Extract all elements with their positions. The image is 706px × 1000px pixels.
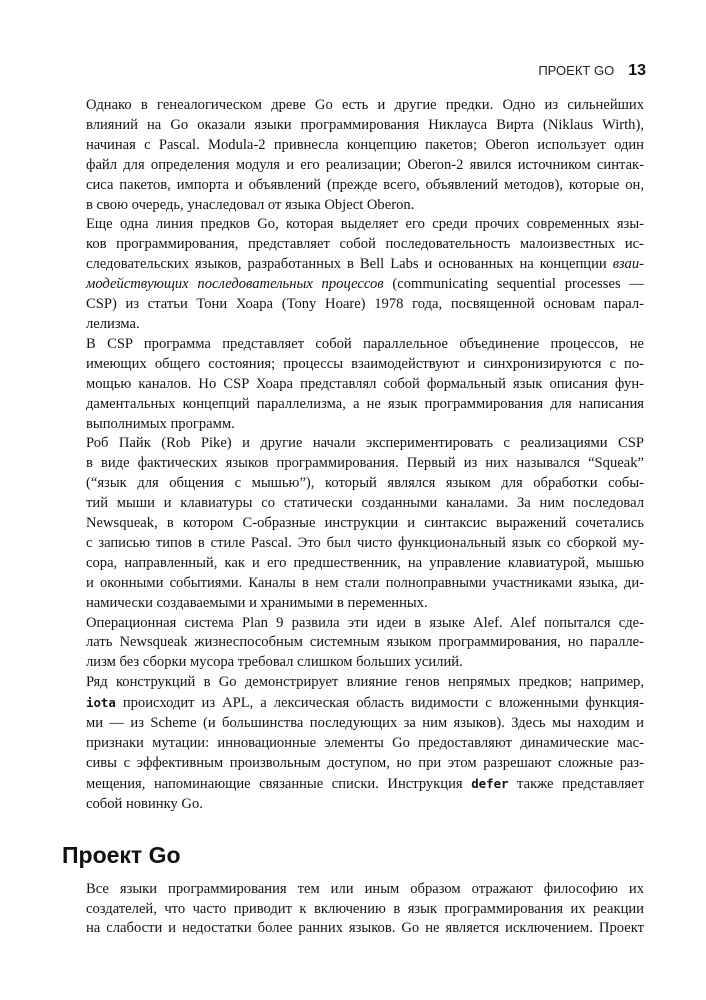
italic-term: модействующих последовательных процессов (86, 276, 384, 293)
paragraph-3 (62, 335, 644, 435)
paragraph-1 (62, 96, 644, 215)
text-line (62, 693, 644, 714)
page-number: 13 (628, 62, 646, 79)
paragraph-6 (62, 673, 644, 814)
text-line: сивы с эффективным произвольным доступом, но при этом разрешают сложные раз- (86, 754, 644, 771)
text-line (62, 255, 644, 275)
text-line: намически создаваемыми и хранимыми в переменных. (86, 594, 428, 611)
text-line: ков программирования, представляет собой последовательность малоизвестных ис- (86, 236, 644, 253)
text-line: CSP) из статьи Тони Хоара (Tony Hoare) 1978 года, посвященной основам парал- (86, 296, 644, 313)
text-line: мощью каналов. Но CSP Хоара представлял собой формальный язык описания фун- (86, 375, 644, 392)
text-line: Ряд конструкций в Go демонстрирует влияние генов непрямых предков; например, (86, 674, 644, 691)
text-line: на слабости и недостатки более ранних языков. Go не является исключением. Проект (86, 920, 644, 937)
text-line: создателей, что часто приводит к включению в язык программирования их реакции (86, 900, 644, 917)
section-paragraph (62, 880, 644, 940)
text-line (62, 275, 644, 295)
text-line: сиса пакетов, импорта и объявлений (прежде всего, объявлений методов), которые он, (86, 176, 644, 193)
text-run: также представляет (517, 775, 644, 792)
text-line: лелизма. (86, 315, 140, 332)
text-line: в виде фактических языков программирования. Первый из них назывался “Squeak” (86, 455, 644, 472)
text-line: Операционная система Plan 9 развила эти идеи в языке Alef. Alef попытался сде- (86, 614, 644, 631)
text-line: лать Newsqueak жизнеспособным системным языком программирования, но паралле- (86, 634, 644, 651)
code-keyword: defer (471, 775, 509, 791)
code-keyword: iota (86, 695, 116, 711)
text-line (62, 774, 644, 795)
text-line: начиная с Pascal. Modula-2 привнесла концепцию пакетов; Oberon использует один (86, 136, 644, 153)
text-line: даментальных концепций параллелизма, а не язык программирования для написания (86, 395, 644, 412)
text-line: признаки мутации: инновационные элементы Go предоставляют динамические мас- (86, 735, 644, 751)
text-line: выполнимых программ. (86, 415, 235, 432)
running-title: ПРОЕКТ GO (538, 63, 615, 78)
text-line: собой новинку Go. (86, 795, 203, 812)
text-run: (communicating sequential processes — (392, 276, 644, 293)
text-line: влияний на Go оказали языки программирования Никлауса Вирта (Niklaus Wirth), (86, 116, 644, 133)
text-line: (“язык для общения с мышью”), который являлся языком для обработки собы- (86, 475, 644, 492)
text-line: тий мыши и клавиатуры со статически созданными каналами. За ним последовал (86, 495, 644, 512)
section-heading: Проект Go (62, 841, 181, 868)
text-line: и оконными событиями. Каналы в нем стали полноправными участниками языка, ди- (86, 574, 644, 591)
text-line: файл для определения модуля и его реализации; Oberon-2 явился источником синтак- (86, 156, 644, 173)
text-line: в свою очередь, унаследовал от языка Object Oberon. (86, 196, 415, 213)
paragraph-5 (62, 614, 644, 674)
running-header (538, 62, 646, 80)
text-line: лизм без сборки мусора требовал слишком больших усилий. (86, 654, 463, 671)
text-line: Newsqueak, в котором С-образные инструкции и синтаксис выражений сочетались (86, 515, 644, 532)
text-line: ми — из Scheme (и большинства последующих за ним языков). Здесь мы находим и (86, 715, 644, 732)
text-run: мещения, напоминающие связанные списки. Инструкция (86, 775, 463, 792)
text-line: Роб Пайк (Rob Pike) и другие начали экспериментировать с реализациями CSP (86, 435, 644, 452)
page-body (62, 96, 644, 939)
paragraph-2 (62, 215, 644, 334)
text-line: Еще одна линия предков Go, которая выделяет его среди прочих современных язы- (86, 216, 644, 233)
text-run: следовательских языков, разработанных в Bell Labs и основанных на концепции (86, 256, 607, 273)
text-line: имеющих общего состояния; процессы взаимодействуют и синхронизируются с по- (86, 355, 644, 372)
paragraph-4 (62, 434, 644, 613)
text-line: В CSP программа представляет собой параллельное объединение процессов, не (86, 335, 644, 352)
text-line: Однако в генеалогическом древе Go есть и другие предки. Одно из сильнейших (86, 97, 644, 113)
text-line: сора, направленный, как и его предшественник, на управление клавиатурой, мышью (86, 554, 644, 571)
italic-term: взаи- (612, 256, 644, 273)
text-line: Все языки программирования тем или иным образом отражают философию их (86, 880, 644, 897)
text-run: происходит из APL, а лексическая область видимости с вложенными функция- (122, 695, 644, 712)
text-line: с записью типов в стиле Pascal. Это был чисто функциональный язык со сборкой му- (86, 534, 644, 551)
